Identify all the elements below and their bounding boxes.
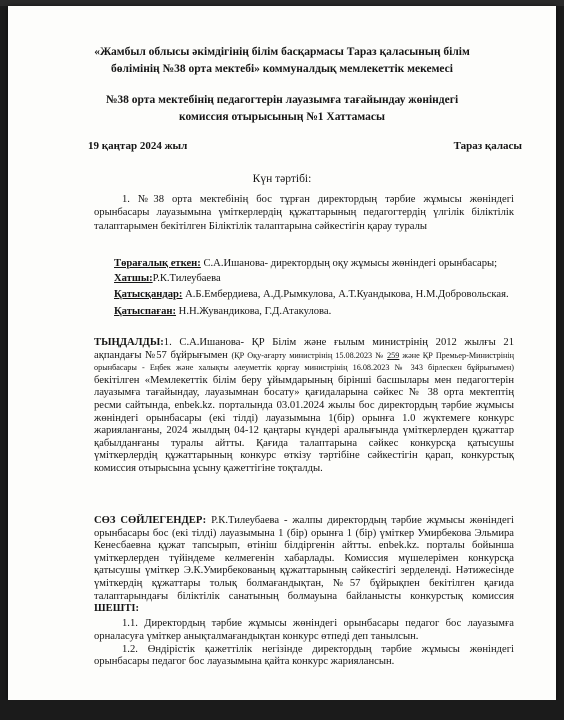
heard-text-b: бекітілген «Мемлекеттік білім беру ұйымдарының бірінші басшылары мен педагогтерін лауазымға тағайындау, лауазымнан босату» қағидаларына сәйкес № 38 орта мектептің ресми сайтында, enbek.kz. порталында 03.01.2024 жылы бос директордың тәрбие жұмысы жөніндегі орынбасары (екі тілді) лауазымына 1(бір) орынға 1.0 жүктемеге конкурс жарияланғаны, 2024 жылдың 04-12 қаңтары күндері аралығында үміткерлерден құжаттар қабылданғаны туралы айтты. Қағида талаптарына сәйкес конкурсқа қатысушы үміткерлердің құжаттарының конкурс өткізу тәртібіне сәйкестігін қарап, конкурстық комиссия отырысына ұсыну қажеттігіне тоқталды. <box>94 374 514 474</box>
chair-row <box>94 257 514 270</box>
agenda-heading: Күн тәртібі: <box>252 173 312 185</box>
protocol-date: 19 қаңтар 2024 жыл <box>88 140 188 152</box>
heard-section <box>94 337 514 476</box>
organization-header <box>8 44 556 78</box>
decision-2: 1.2. Өндірістік қажеттілік негізінде директордың тәрбие жұмысы жөніндегі орынбасары педагог бос лауазымына қайта конкурс жариялансын. <box>94 643 514 668</box>
absent-row <box>94 305 514 318</box>
heard-order-note-1: (ҚР Оқу-ағарту министрінің 15.08.2023 № <box>231 350 388 360</box>
agenda-item: 1. №38 орта мектебінің бос тұрған директордың тәрбие жұмысы жөніндегі орынбасары лауазымына үміткерлердің құжаттарының педагогтердің үлгілік біліктілік талаптарымен бекітілген Біліктілік талаптарына сәйкестігін қарау туралы <box>94 194 514 232</box>
protocol-title-line-2: комиссия отырысының №1 Хаттамасы <box>179 111 385 123</box>
secretary-text: Р.К.Тилеубаева <box>152 273 221 285</box>
organization-line-1: «Жамбыл облысы әкімдігінің білім басқармасы Тараз қаласының білім <box>94 46 470 58</box>
heard-label: ТЫҢДАЛДЫ: <box>94 337 164 348</box>
secretary-row <box>94 272 514 285</box>
secretary-label: Хатшы: <box>114 273 153 285</box>
attendees-row <box>94 288 514 301</box>
protocol-title <box>8 92 556 126</box>
decisions-block <box>94 618 514 669</box>
heard-order-note-2: және ҚР Премьер-Министрінің орынбасары - Еңбек және халықты әлеуметтік қорғау министрінің 16.08.2023 № 343 бірлескен бұйрығымен) <box>94 350 515 373</box>
spoke-text: Р.К.Тилеубаева - жалпы директордың тәрбие жұмысы жөніндегі орынбасары бос (екі тілді) лауазымына 1 (бір) орынға 1 (бір) үміткер Умирбекова Эльмира Кенесбаевна құжат тапсырып, өтініш білдіргенін айтты. enbek.kz. порталы бойынша үміткерлерден түйіндеме келмегенін хабарлады. Комиссия мүшелерімен конкурсқа қатысушы үміткер Э.К.Умирбекованың құжаттарының сәйкестігі зерделенді. Нәтижесінде үміткердің құжаттары толық болмағандықтан, №57 бұйрықпен бекітілген қағида талаптарындағы біліктілік санатының болмауына байланысты конкурстық комиссия <box>94 515 514 602</box>
protocol-city: Тараз қаласы <box>453 140 522 152</box>
chair-text: С.А.Ишанова- директордың оқу жұмысы жөніндегі орынбасары; <box>200 258 498 269</box>
chair-label: Төрағалық еткен: <box>114 258 201 269</box>
scan-edge-bottom <box>0 700 564 720</box>
heard-order-number-link: 259 <box>387 350 400 360</box>
participants-block <box>94 257 514 319</box>
attendees-text: А.Б.Ембердиева, А.Д.Рымкулова, А.Т.Куандыкова, Н.М.Добровольская. <box>182 288 509 300</box>
attendees-label: Қатысқандар: <box>114 288 183 300</box>
spoke-section <box>94 515 514 616</box>
protocol-title-line-1: №38 орта мектебінің педагогтерін лауазымға тағайындау жөніндегі <box>105 94 459 106</box>
decision-1: 1.1. Директордың тәрбие жұмысы жөніндегі орынбасары педагог бос лауазымға орналасуға үміткер анықталмағандықтан конкурс өтпеді деп танылсын. <box>94 618 514 642</box>
absent-text: Н.Н.Жувандикова, Г.Д.Атакулова. <box>176 306 332 318</box>
organization-line-2: бөлімінің №38 орта мектебі» коммуналдық мемлекеттік мекемесі <box>111 63 453 75</box>
heard-text-a: 1. С.А.Ишанова- ҚР Білім және ғылым министрінің 2012 жылғы 21 ақпандағы №57 бұйрығымен <box>94 337 514 361</box>
spoke-label: СӨЗ СӨЙЛЕГЕНДЕР: <box>94 515 207 526</box>
document-page <box>8 6 556 700</box>
decided-label: ШЕШТІ: <box>94 603 140 615</box>
absent-label: Қатыспаған: <box>114 306 177 318</box>
